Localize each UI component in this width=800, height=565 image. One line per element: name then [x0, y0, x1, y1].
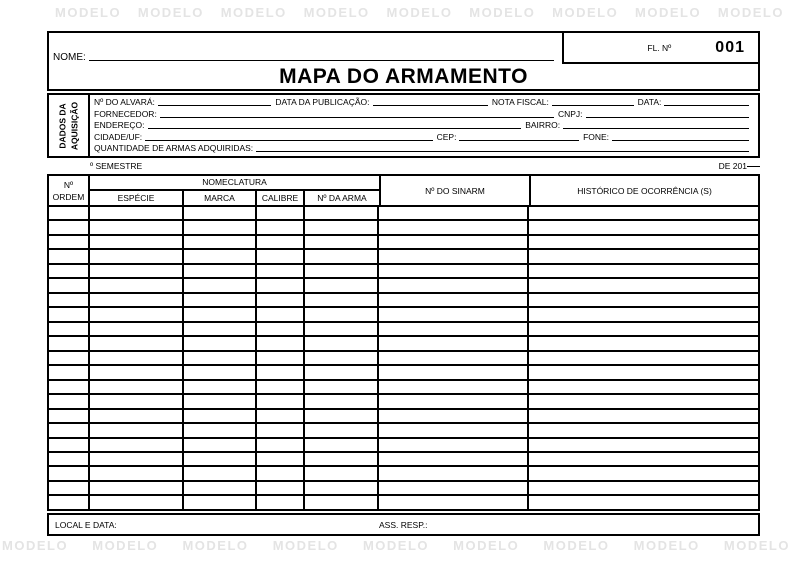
table-row [49, 207, 758, 219]
column-header-arma: Nº DA ARMA [317, 193, 367, 203]
table-cell-empty [90, 439, 184, 451]
table-row [49, 379, 758, 393]
watermark-text: MODELO [635, 5, 702, 20]
watermark-row-bottom [2, 538, 790, 553]
table-cell-empty [184, 482, 257, 494]
table-cell-empty [49, 221, 90, 233]
acquisition-row-4 [94, 131, 753, 142]
title-row [49, 64, 758, 89]
table-cell-empty [379, 424, 529, 436]
table-cell-empty [379, 236, 529, 248]
table-cell-empty [90, 453, 184, 465]
sheet-number-label: FL. Nº [647, 42, 672, 53]
table-cell-empty [305, 308, 379, 320]
table-cell-empty [529, 323, 758, 335]
table-cell-empty [49, 453, 90, 465]
table-cell-empty [184, 453, 257, 465]
table-cell-empty [257, 482, 305, 494]
table-cell-empty [305, 207, 379, 219]
column-header-marca: MARCA [184, 191, 257, 205]
table-cell-empty [305, 250, 379, 262]
table-row [49, 335, 758, 349]
fornecedor-fill-line [160, 116, 554, 118]
table-cell-empty [184, 410, 257, 422]
acquisition-row-2 [94, 108, 753, 119]
table-row [49, 451, 758, 465]
table-cell-empty [529, 496, 758, 508]
table-cell-empty [90, 279, 184, 291]
table-cell-empty [305, 337, 379, 349]
table-cell-empty [529, 453, 758, 465]
table-row [49, 306, 758, 320]
table-cell-empty [379, 308, 529, 320]
table-row [49, 263, 758, 277]
table-cell-empty [305, 366, 379, 378]
table-cell-empty [529, 294, 758, 306]
table-cell-empty [529, 236, 758, 248]
table-cell-empty [529, 279, 758, 291]
table-cell-empty [305, 221, 379, 233]
table-cell-empty [305, 236, 379, 248]
table-cell-empty [379, 395, 529, 407]
table-cell-empty [49, 496, 90, 508]
sheet-number-cell [562, 33, 758, 64]
table-cell-empty [90, 352, 184, 364]
watermark-text: MODELO [633, 538, 700, 553]
table-cell-empty [49, 482, 90, 494]
table-row [49, 480, 758, 494]
table-cell-empty [529, 439, 758, 451]
fone-fill-line [612, 139, 749, 141]
data-publicacao-fill-line [373, 104, 488, 106]
table-cell-empty [379, 381, 529, 393]
table-header [49, 176, 758, 207]
table-cell-empty [90, 496, 184, 508]
table-cell-empty [379, 482, 529, 494]
table-cell-empty [184, 381, 257, 393]
watermark-text: MODELO [717, 5, 784, 20]
table-row [49, 292, 758, 306]
table-row [49, 465, 758, 479]
semester-row [47, 158, 760, 174]
table-cell-empty [49, 308, 90, 320]
table-cell-empty [184, 207, 257, 219]
table-cell-empty [49, 381, 90, 393]
table-cell-empty [257, 496, 305, 508]
data-label: DATA: [637, 97, 662, 108]
table-cell-empty [184, 496, 257, 508]
table-cell-empty [257, 207, 305, 219]
watermark-text: MODELO [723, 538, 790, 553]
column-header-sinarm: Nº DO SINARM [381, 176, 531, 205]
acquisition-fields [90, 95, 758, 156]
table-cell-empty [379, 337, 529, 349]
table-body [49, 207, 758, 509]
table-cell-empty [529, 410, 758, 422]
watermark-text: MODELO [303, 5, 370, 20]
table-cell-empty [90, 207, 184, 219]
armament-form [47, 31, 760, 536]
table-cell-empty [257, 453, 305, 465]
table-cell-empty [184, 308, 257, 320]
table-cell-empty [529, 250, 758, 262]
table-cell-empty [379, 323, 529, 335]
table-cell-empty [529, 366, 758, 378]
cidade-uf-label: CIDADE/UF: [94, 131, 143, 142]
table-cell-empty [305, 496, 379, 508]
table-cell-empty [49, 250, 90, 262]
watermark-text: MODELO [272, 538, 339, 553]
column-header-historico: HISTÓRICO DE OCORRÊNCIA (S) [577, 185, 712, 196]
table-cell-empty [257, 250, 305, 262]
table-cell-empty [529, 221, 758, 233]
table-cell-empty [90, 265, 184, 277]
table-cell-empty [257, 294, 305, 306]
table-cell-empty [529, 337, 758, 349]
table-row [49, 234, 758, 248]
endereco-fill-line [148, 127, 522, 129]
table-cell-empty [184, 424, 257, 436]
table-row [49, 494, 758, 508]
table-cell-empty [49, 279, 90, 291]
table-cell-empty [529, 381, 758, 393]
table-cell-empty [49, 236, 90, 248]
acquisition-side-label-line2: AQUISIÇÃO [69, 101, 80, 150]
header-box [47, 31, 760, 91]
table-cell-empty [49, 366, 90, 378]
table-cell-empty [90, 337, 184, 349]
table-cell-empty [257, 381, 305, 393]
cep-label: CEP: [436, 131, 457, 142]
table-cell-empty [305, 294, 379, 306]
semester-year-label: DE 201 [718, 161, 747, 171]
table-cell-empty [49, 439, 90, 451]
watermark-text: MODELO [220, 5, 287, 20]
acquisition-box [47, 93, 760, 158]
acquisition-row-3 [94, 120, 753, 131]
watermark-text: MODELO [386, 5, 453, 20]
ordem-header-line1: Nº [63, 179, 74, 190]
table-cell-empty [49, 207, 90, 219]
table-cell-empty [184, 323, 257, 335]
cidade-uf-fill-line [145, 139, 432, 141]
table-cell-empty [49, 467, 90, 479]
armament-table [47, 174, 760, 511]
table-cell-empty [257, 221, 305, 233]
column-header-ordem [49, 176, 90, 205]
column-group-nomenclatura [90, 176, 381, 205]
nota-fiscal-fill-line [552, 104, 634, 106]
watermark-row-top [55, 5, 784, 20]
table-row [49, 393, 758, 407]
table-cell-empty [49, 265, 90, 277]
watermark-text: MODELO [182, 538, 249, 553]
quantidade-label: QUANTIDADE DE ARMAS ADQUIRIDAS: [94, 143, 254, 154]
table-cell-empty [49, 337, 90, 349]
acquisition-side-label-line1: DADOS DA [57, 102, 68, 149]
table-cell-empty [379, 410, 529, 422]
table-row [49, 422, 758, 436]
table-cell-empty [49, 294, 90, 306]
acquisition-row-1 [94, 97, 753, 108]
table-cell-empty [379, 250, 529, 262]
signature-label: ASS. RESP.: [379, 519, 428, 530]
table-row [49, 219, 758, 233]
table-cell-empty [184, 265, 257, 277]
table-cell-empty [305, 424, 379, 436]
table-cell-empty [379, 221, 529, 233]
table-cell-empty [379, 496, 529, 508]
ordem-header-line2: ORDEM [52, 191, 85, 202]
table-cell-empty [90, 381, 184, 393]
local-data-label: LOCAL E DATA: [55, 519, 117, 530]
table-cell-empty [184, 395, 257, 407]
table-cell-empty [305, 395, 379, 407]
nota-fiscal-label: NOTA FISCAL: [491, 97, 549, 108]
watermark-text: MODELO [552, 5, 619, 20]
fone-label: FONE: [583, 131, 610, 142]
table-cell-empty [305, 279, 379, 291]
sheet-number-value: 001 [715, 38, 745, 56]
table-cell-empty [184, 279, 257, 291]
alvara-fill-line [158, 104, 271, 106]
table-cell-empty [305, 467, 379, 479]
table-cell-empty [184, 236, 257, 248]
watermark-text: MODELO [543, 538, 610, 553]
table-cell-empty [90, 467, 184, 479]
table-cell-empty [305, 323, 379, 335]
fornecedor-label: FORNECEDOR: [94, 108, 157, 119]
table-cell-empty [379, 352, 529, 364]
table-cell-empty [305, 381, 379, 393]
table-cell-empty [49, 410, 90, 422]
table-cell-empty [184, 337, 257, 349]
table-cell-empty [529, 265, 758, 277]
table-cell-empty [257, 279, 305, 291]
nomenclatura-sub-headers [90, 191, 379, 205]
footer-box [47, 513, 760, 536]
table-cell-empty [529, 395, 758, 407]
table-cell-empty [529, 467, 758, 479]
table-cell-empty [305, 265, 379, 277]
table-cell-empty [529, 308, 758, 320]
table-row [49, 277, 758, 291]
table-cell-empty [90, 482, 184, 494]
table-cell-empty [379, 439, 529, 451]
table-cell-empty [184, 294, 257, 306]
table-cell-empty [90, 395, 184, 407]
watermark-text: MODELO [55, 5, 122, 20]
table-cell-empty [257, 337, 305, 349]
table-row [49, 408, 758, 422]
column-header-especie: ESPÉCIE [90, 191, 184, 205]
table-cell-empty [379, 467, 529, 479]
table-cell-empty [49, 395, 90, 407]
table-row [49, 350, 758, 364]
semester-label: º SEMESTRE [90, 161, 143, 171]
table-cell-empty [184, 467, 257, 479]
acquisition-side-label [56, 101, 81, 149]
table-row [49, 364, 758, 378]
table-cell-empty [257, 410, 305, 422]
watermark-text: MODELO [2, 538, 69, 553]
table-cell-empty [305, 410, 379, 422]
quantidade-fill-line [256, 150, 749, 152]
table-cell-empty [49, 424, 90, 436]
table-cell-empty [90, 250, 184, 262]
table-cell-empty [529, 424, 758, 436]
table-cell-empty [257, 352, 305, 364]
table-cell-empty [90, 221, 184, 233]
name-label: NOME: [53, 52, 86, 63]
table-cell-empty [184, 250, 257, 262]
table-cell-empty [90, 236, 184, 248]
cnpj-fill-line [586, 116, 749, 118]
table-cell-empty [257, 323, 305, 335]
table-cell-empty [184, 439, 257, 451]
acquisition-side-cell [49, 95, 90, 156]
table-cell-empty [184, 221, 257, 233]
table-cell-empty [184, 366, 257, 378]
nomenclatura-group-header: NOMECLATURA [90, 176, 379, 191]
column-header-calibre: CALIBRE [257, 191, 305, 205]
table-cell-empty [49, 323, 90, 335]
watermark-text: MODELO [453, 538, 520, 553]
data-fill-line [664, 104, 749, 106]
table-cell-empty [379, 207, 529, 219]
acquisition-row-5 [94, 143, 753, 154]
table-cell-empty [257, 236, 305, 248]
table-cell-empty [257, 308, 305, 320]
alvara-label: Nº DO ALVARÁ: [94, 97, 155, 108]
table-cell-empty [90, 323, 184, 335]
table-row [49, 437, 758, 451]
cnpj-label: CNPJ: [557, 108, 583, 119]
table-cell-empty [90, 410, 184, 422]
page-title: MAPA DO ARMAMENTO [279, 64, 528, 88]
semester-year-fill-line [747, 165, 760, 167]
data-publicacao-label: DATA DA PUBLICAÇÃO: [275, 97, 370, 108]
table-cell-empty [379, 279, 529, 291]
table-cell-empty [49, 352, 90, 364]
table-cell-empty [90, 424, 184, 436]
bairro-label: BAIRRO: [525, 120, 561, 131]
table-cell-empty [305, 453, 379, 465]
table-cell-empty [529, 352, 758, 364]
cep-fill-line [459, 139, 579, 141]
table-cell-empty [257, 467, 305, 479]
name-fill-line [89, 59, 554, 61]
name-row [49, 33, 758, 64]
table-cell-empty [379, 366, 529, 378]
table-cell-empty [379, 294, 529, 306]
watermark-text: MODELO [362, 538, 429, 553]
table-cell-empty [257, 395, 305, 407]
watermark-text: MODELO [469, 5, 536, 20]
table-cell-empty [90, 294, 184, 306]
table-cell-empty [305, 352, 379, 364]
bairro-fill-line [563, 127, 749, 129]
table-cell-empty [305, 482, 379, 494]
table-cell-empty [529, 207, 758, 219]
endereco-label: ENDEREÇO: [94, 120, 145, 131]
table-cell-empty [257, 439, 305, 451]
table-cell-empty [305, 439, 379, 451]
table-cell-empty [257, 424, 305, 436]
table-cell-empty [184, 352, 257, 364]
table-cell-empty [379, 453, 529, 465]
name-cell [49, 33, 562, 64]
table-cell-empty [257, 366, 305, 378]
table-row [49, 248, 758, 262]
table-row [49, 321, 758, 335]
watermark-text: MODELO [137, 5, 204, 20]
table-cell-empty [257, 265, 305, 277]
table-cell-empty [379, 265, 529, 277]
table-cell-empty [90, 308, 184, 320]
table-cell-empty [529, 482, 758, 494]
watermark-text: MODELO [92, 538, 159, 553]
table-cell-empty [90, 366, 184, 378]
